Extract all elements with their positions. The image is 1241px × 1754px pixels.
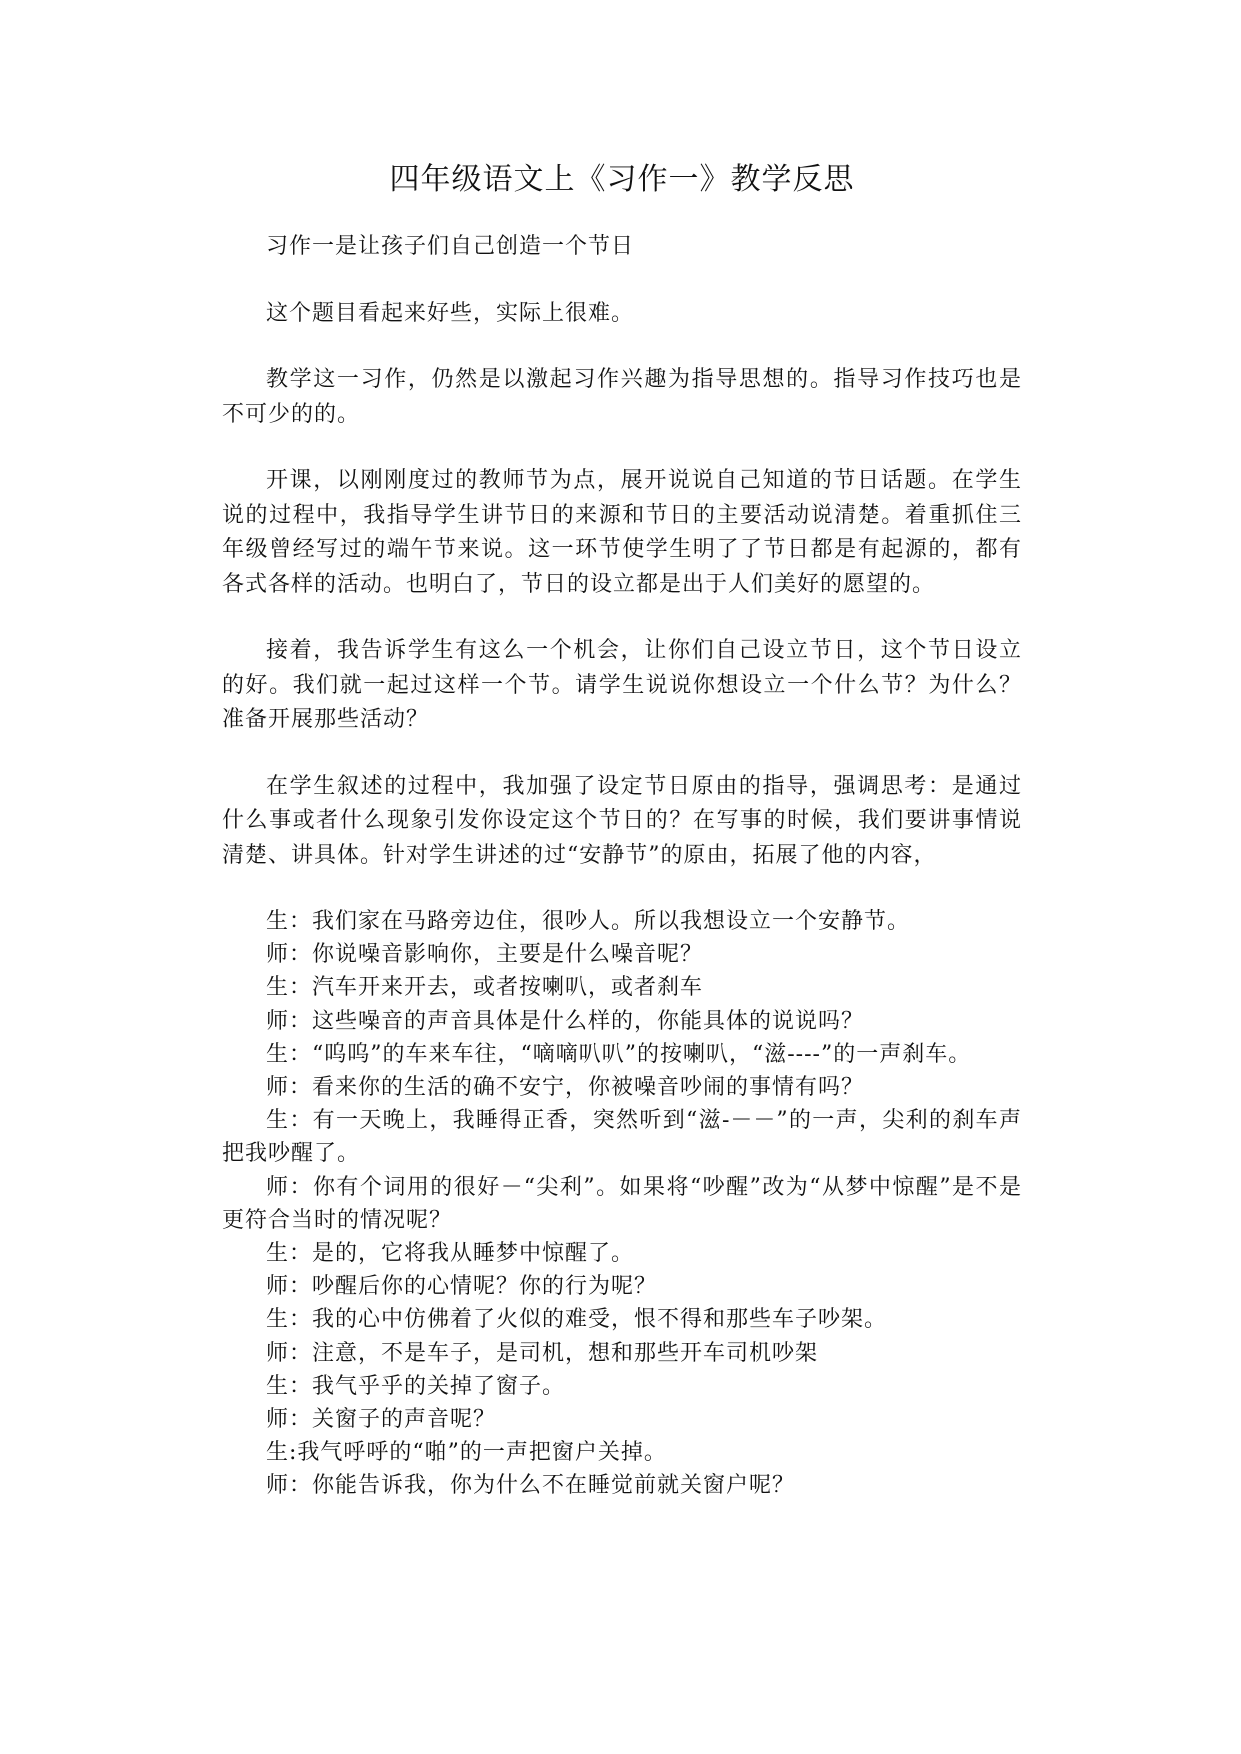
dialogue-line: 师：你有个词用的很好－“尖利”。如果将“吵醒”改为“从梦中惊醒”是不是更符合当时的情况呢？ — [222, 1174, 1022, 1233]
paragraph: 在学生叙述的过程中，我加强了设定节日原由的指导，强调思考：是通过什么事或者什么现象引发你设定这个节日的？在写事的时候，我们要讲事情说清楚、讲具体。针对学生讲述的过“安静节”的原由，拓展了他的内容， — [222, 773, 1022, 868]
document-title: 四年级语文上《习作一》教学反思 — [389, 162, 855, 197]
paragraph: 习作一是让孩子们自己创造一个节日 — [266, 234, 635, 259]
dialogue-line: 师：你说噪音影响你，主要是什么噪音呢？ — [266, 942, 704, 968]
paragraph: 这个题目看起来好些，实际上很难。 — [266, 300, 635, 326]
paragraph: 接着，我告诉学生有这么一个机会，让你们自己设立节日，这个节日设立的好。我们就一起过这样一个节。请学生说说你想设立一个什么节？为什么？准备开展那些活动？ — [222, 638, 1022, 732]
dialogue-line: 生：我的心中仿佛着了火似的难受，恨不得和那些车子吵架。 — [266, 1307, 888, 1333]
dialogue-line: 生：有一天晚上，我睡得正香，突然听到“滋-－－”的一声，尖利的刹车声把我吵醒了。 — [222, 1108, 1022, 1167]
dialogue-line: 师：你能告诉我，你为什么不在睡觉前就关窗户呢？ — [266, 1473, 796, 1499]
dialogue-line: 生：我们家在马路旁边住，很吵人。所以我想设立一个安静节。 — [266, 909, 911, 934]
dialogue-line: 师：吵醒后你的心情呢？你的行为呢？ — [266, 1274, 658, 1300]
dialogue-line: 师：看来你的生活的确不安宁，你被噪音吵闹的事情有吗？ — [266, 1075, 865, 1101]
dialogue-line: 师：关窗子的声音呢？ — [266, 1407, 497, 1433]
document-page — [222, 160, 1022, 1503]
paragraph: 教学这一习作，仍然是以激起习作兴趣为指导思想的。指导习作技巧也是不可少的的。 — [222, 367, 1022, 427]
dialogue-line: 师：这些噪音的声音具体是什么样的，你能具体的说说吗？ — [266, 1008, 865, 1034]
dialogue-line: 生：“呜呜”的车来车往，“嘀嘀叭叭”的按喇叭，“滋----”的一声刹车。 — [266, 1041, 972, 1067]
dialogue-line: 生：是的，它将我从睡梦中惊醒了。 — [266, 1241, 635, 1267]
paragraph: 开课，以刚刚度过的教师节为点，展开说说自己知道的节日话题。在学生说的过程中，我指导学生讲节日的来源和节日的主要活动说清楚。着重抓住三年级曾经写过的端午节来说。这一环节使学生明了了节日都是有起源的，都有各式各样的活动。也明白了，节日的设立都是出于人们美好的愿望的。 — [222, 468, 1022, 597]
dialogue-line: 生：我气乎乎的关掉了窗子。 — [266, 1373, 566, 1399]
dialogue-line: 生:我气呼呼的“啪”的一声把窗户关掉。 — [266, 1440, 667, 1466]
dialogue-block — [222, 905, 1022, 1503]
dialogue-line: 师：注意，不是车子，是司机，想和那些开车司机吵架 — [266, 1340, 819, 1366]
dialogue-line: 生：汽车开来开去，或者按喇叭，或者刹车 — [266, 975, 704, 1001]
